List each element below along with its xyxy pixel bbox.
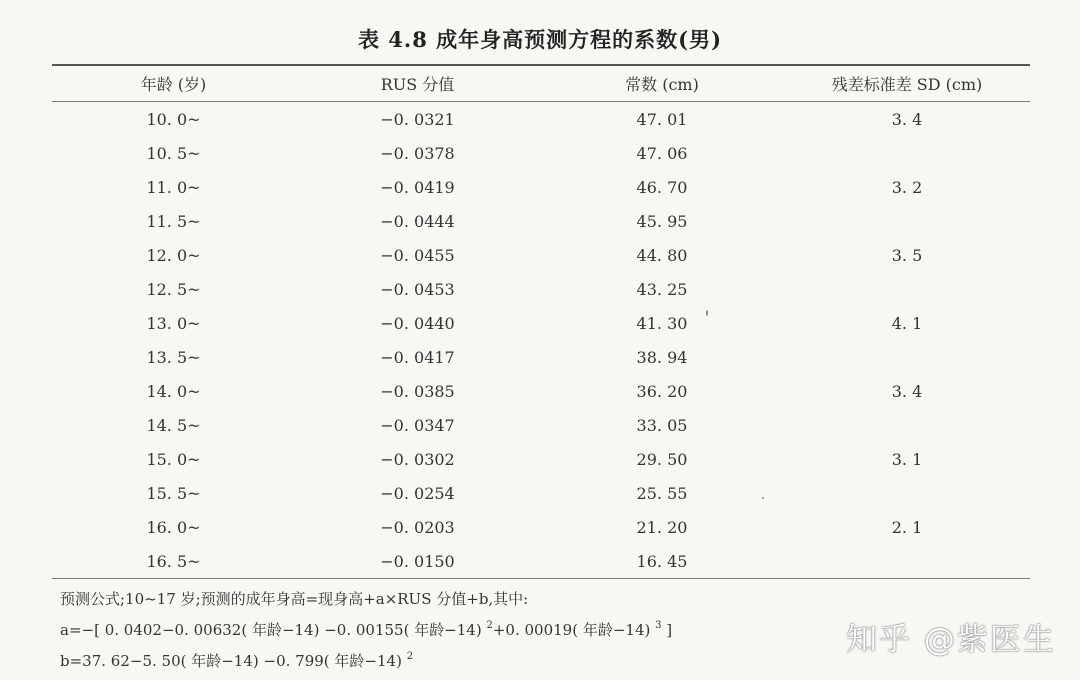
cell-constant: 36. 20 xyxy=(636,381,688,401)
cell-sd: 3. 5 xyxy=(891,245,923,265)
table-row xyxy=(52,136,1030,170)
cell-sd: 4. 1 xyxy=(891,313,923,333)
table-title: 表 4.8 成年身高预测方程的系数(男) xyxy=(357,27,723,52)
cell-constant: 38. 94 xyxy=(636,347,688,367)
formula-a-part3: ] xyxy=(661,621,673,639)
table-row xyxy=(52,374,1030,408)
cell-rus: −0. 0150 xyxy=(380,551,455,571)
cell-rus: −0. 0378 xyxy=(380,143,455,163)
table-header-row xyxy=(52,66,1030,101)
cell-age: 14. 0~ xyxy=(146,381,201,401)
cell-constant: 45. 95 xyxy=(636,211,688,231)
table-row xyxy=(52,408,1030,442)
cell-constant: 33. 05 xyxy=(636,415,688,435)
scan-speck xyxy=(762,497,764,499)
cell-age: 13. 5~ xyxy=(146,347,201,367)
cell-constant: 46. 70 xyxy=(636,177,688,197)
formula-b-exponent-2: 2 xyxy=(406,651,414,662)
formula-a-exponent-2: 2 xyxy=(486,620,493,631)
table-body xyxy=(52,101,1030,578)
cell-rus: −0. 0419 xyxy=(380,177,455,197)
cell-constant: 29. 50 xyxy=(636,449,688,469)
header-residual-sd: 残差标准差 SD (cm) xyxy=(831,75,983,94)
cell-rus: −0. 0321 xyxy=(380,109,455,129)
cell-rus: −0. 0254 xyxy=(380,483,455,503)
cell-rus: −0. 0453 xyxy=(380,279,455,299)
table-row xyxy=(52,340,1030,374)
cell-rus: −0. 0302 xyxy=(380,449,455,469)
cell-age: 10. 5~ xyxy=(146,143,201,163)
cell-age: 14. 5~ xyxy=(146,415,201,435)
cell-constant: 16. 45 xyxy=(636,551,688,571)
cell-constant: 47. 01 xyxy=(636,109,688,129)
cell-sd: 3. 1 xyxy=(891,449,923,469)
cell-age: 12. 0~ xyxy=(146,245,201,265)
cell-sd: 3. 4 xyxy=(891,109,923,129)
cell-rus: −0. 0440 xyxy=(380,313,455,333)
cell-constant: 44. 80 xyxy=(636,245,688,265)
cell-age: 12. 5~ xyxy=(146,279,201,299)
table-row xyxy=(52,272,1030,306)
table-row xyxy=(52,510,1030,544)
cell-sd xyxy=(784,408,1030,442)
cell-rus: −0. 0417 xyxy=(380,347,455,367)
table-row xyxy=(52,170,1030,204)
table-row xyxy=(52,442,1030,476)
cell-sd xyxy=(784,204,1030,238)
coefficient-table xyxy=(52,66,1030,578)
cell-age: 16. 0~ xyxy=(146,517,201,537)
cell-age: 11. 0~ xyxy=(146,177,201,197)
formula-intro: 预测公式;10~17 岁;预测的成年身高=现身高+a×RUS 分值+b,其中: xyxy=(60,590,529,608)
cell-sd xyxy=(784,340,1030,374)
header-rus-score: RUS 分值 xyxy=(380,75,455,94)
table-row xyxy=(52,306,1030,340)
cell-rus: −0. 0385 xyxy=(380,381,455,401)
cell-age: 11. 5~ xyxy=(146,211,201,231)
cell-age: 15. 0~ xyxy=(146,449,201,469)
formula-b-part1: b=37. 62−5. 50( 年龄−14) −0. 799( 年龄−14) xyxy=(60,652,407,670)
table-row xyxy=(52,476,1030,510)
header-constant: 常数 (cm) xyxy=(625,75,699,94)
formula-a-part1: a=−[ 0. 0402−0. 00632( 年龄−14) −0. 00155( 年龄−14) xyxy=(60,621,487,639)
cell-constant: 43. 25 xyxy=(636,279,688,299)
zhihu-watermark: 知乎 @紫医生 xyxy=(846,622,1056,658)
cell-sd xyxy=(784,136,1030,170)
cell-age: 15. 5~ xyxy=(146,483,201,503)
cell-rus: −0. 0203 xyxy=(380,517,455,537)
cell-constant: 47. 06 xyxy=(636,143,688,163)
cell-sd: 2. 1 xyxy=(891,517,923,537)
header-age: 年龄 (岁) xyxy=(140,75,207,94)
cell-constant: 41. 30 xyxy=(636,313,688,333)
scan-speck xyxy=(706,310,708,316)
cell-sd xyxy=(784,272,1030,306)
formula-a-part2: +0. 00019( 年龄−14) xyxy=(492,621,656,639)
cell-constant: 21. 20 xyxy=(636,517,688,537)
cell-sd xyxy=(784,476,1030,510)
cell-sd: 3. 2 xyxy=(891,177,923,197)
bottom-rule xyxy=(52,578,1030,579)
cell-rus: −0. 0347 xyxy=(380,415,455,435)
cell-rus: −0. 0444 xyxy=(380,211,455,231)
cell-sd xyxy=(784,544,1030,578)
cell-age: 10. 0~ xyxy=(146,109,201,129)
cell-rus: −0. 0455 xyxy=(380,245,455,265)
table-row xyxy=(52,101,1030,136)
cell-age: 16. 5~ xyxy=(146,551,201,571)
table-row xyxy=(52,544,1030,578)
table-row xyxy=(52,204,1030,238)
cell-sd: 3. 4 xyxy=(891,381,923,401)
cell-constant: 25. 55 xyxy=(636,483,688,503)
formula-a-exponent-3: 3 xyxy=(655,620,662,631)
cell-age: 13. 0~ xyxy=(146,313,201,333)
table-row xyxy=(52,238,1030,272)
